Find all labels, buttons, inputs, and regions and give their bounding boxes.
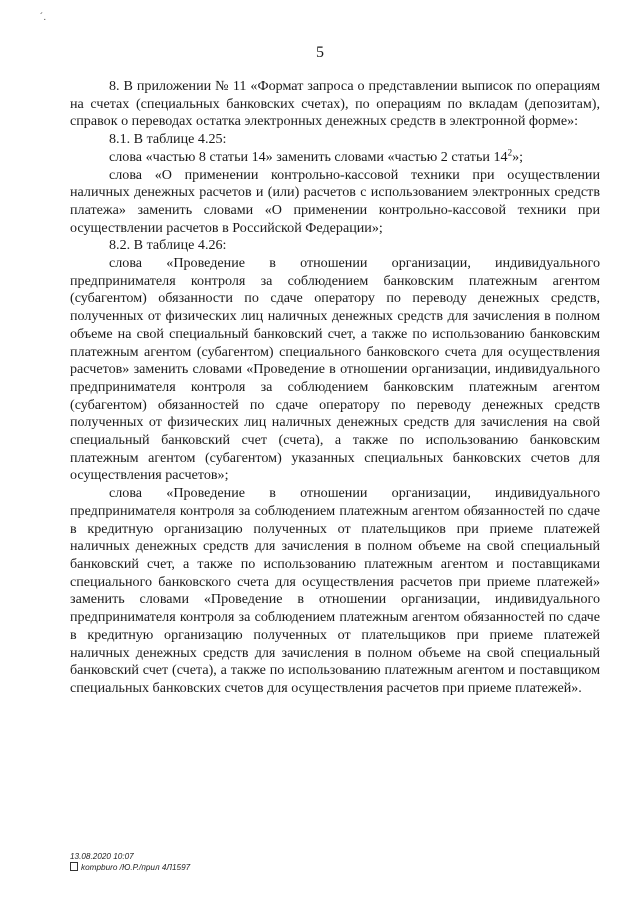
paragraph-sub-8-2: 8.2. В таблице 4.26: — [109, 237, 227, 254]
footer-path: kompburo /Ю.Р./прил 4Л1597 — [81, 863, 191, 872]
replace-article-tail: »; — [512, 148, 524, 165]
corner-mark: ´. — [40, 12, 47, 23]
paragraph-sub-8-1: 8.1. В таблице 4.25: — [109, 131, 227, 148]
superscript: 2 — [507, 147, 513, 158]
paragraph-replace-article — [70, 149, 600, 167]
footer-date: 13.08.2020 10:07 — [70, 852, 134, 861]
paragraph-replace-bank-agent: слова «Проведение в отношении организации, индивидуального предпринимателя контроля за соблюдением банковским платежным агентом (субагентом) обязанности по сдаче оператору по переводу денежных средств, полученных от физических лиц наличных денежных средств для зачисления в полном объеме на свой специальный банковский счет, а также по использованию банковским платежным агентом (субагентом) специального банковского счета для осуществления расчетов» заменить словами «Проведение в отношении организации, индивидуального предпринимателя контроля за соблюдением банковским платежным агентом (субагентом) обязанностей по сдаче оператору по переводу денежных средств полученных от физических лиц наличных денежных средств для зачисления на свой специальный банковский счет (счета), а также по использованию банковским платежным агентом (субагентом) указанных специальных банковских счетов для осуществления расчетов»; — [70, 255, 600, 484]
footer — [70, 852, 190, 873]
file-icon — [70, 862, 78, 871]
paragraph-replace-payment-agent: слова «Проведение в отношении организации, индивидуального предпринимателя контроля за соблюдением платежным агентом обязанностей по сдаче в кредитную организацию полученных от плательщиков при приеме платежей наличных денежных средств для зачисления в полном объеме на свой специальный банковский счет, а также по использованию платежным агентом и поставщиками специального банковского счета для осуществления расчетов при приеме платежей» заменить словами «Проведение в отношении организации, индивидуального предпринимателя контроля за соблюдением платежным агентом обязанностей по сдаче в кредитную организацию полученных от плательщиков при приеме платежей наличных денежных средств для зачисления в полном объеме на свой специальный банковский счет (счета), а также по использованию платежным агентом и поставщиком специальных банковских счетов для осуществления расчетов при приеме платежей». — [70, 485, 600, 696]
paragraph-item-8: 8. В приложении № 11 «Формат запроса о представлении выписок по операциям на счетах (специальных банковских счетах), по операциям по вкладам (депозитам), справок о переводах остатка электронных денежных средств в электронной форме»: — [70, 78, 600, 130]
page-number: 5 — [316, 44, 324, 61]
paragraph-replace-cash-register: слова «О применении контрольно-кассовой техники при осуществлении наличных денежных расчетов и (или) расчетов с использованием электронных средств платежа» заменить словами «О применении контрольно-кассовой техники при осуществлении расчетов в Российской Федерации»; — [70, 166, 600, 236]
document-body — [70, 78, 600, 698]
footer-path-line — [70, 862, 190, 873]
replace-article-text: слова «частью 8 статьи 14» заменить словами «частью 2 статьи 14 — [109, 148, 508, 165]
